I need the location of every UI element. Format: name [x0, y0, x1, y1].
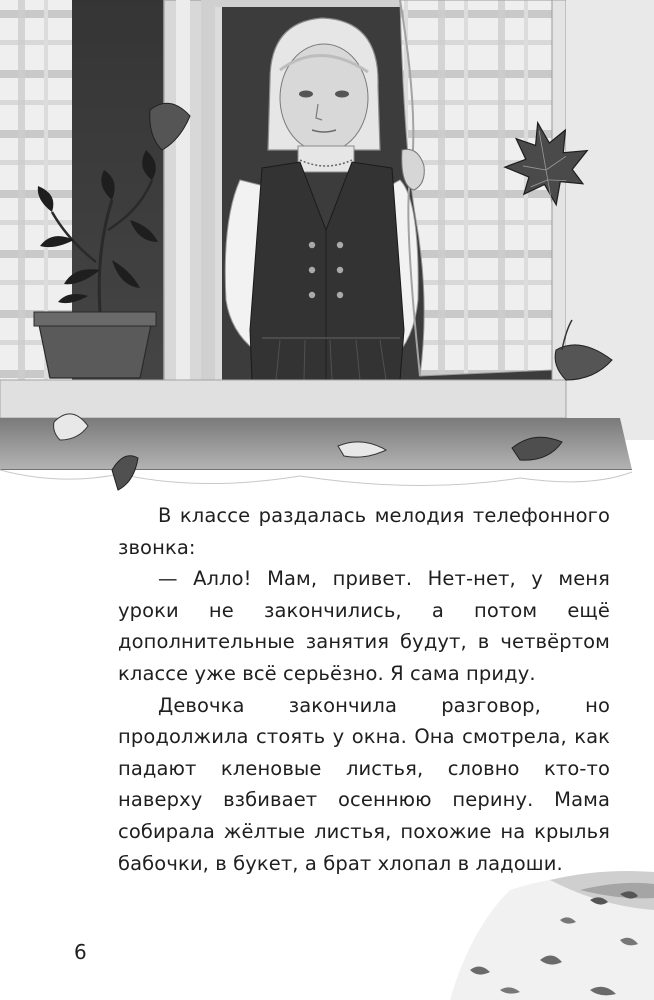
story-text: [118, 500, 610, 879]
page-number: 6: [74, 940, 87, 964]
paragraph: Девочка закончила разговор, но продолжила стоять у окна. Она смотрела, как падают кленовые листья, словно кто-то наверху взбивает осеннюю перину. Мама собирала жёлтые листья, похожие на крылья бабочки, в букет, а брат хлопал в ладоши.: [118, 693, 610, 875]
paragraph: В классе раздалась мелодия телефонного звонка:: [118, 504, 610, 559]
paragraph: — Алло! Мам, привет. Нет-нет, у меня уроки не закончились, а потом ещё дополнительные занятия будут, в четвёртом классе уже всё серьёзно. Я сама приду.: [118, 567, 610, 685]
leaf-pile-illustration: [450, 850, 654, 1000]
